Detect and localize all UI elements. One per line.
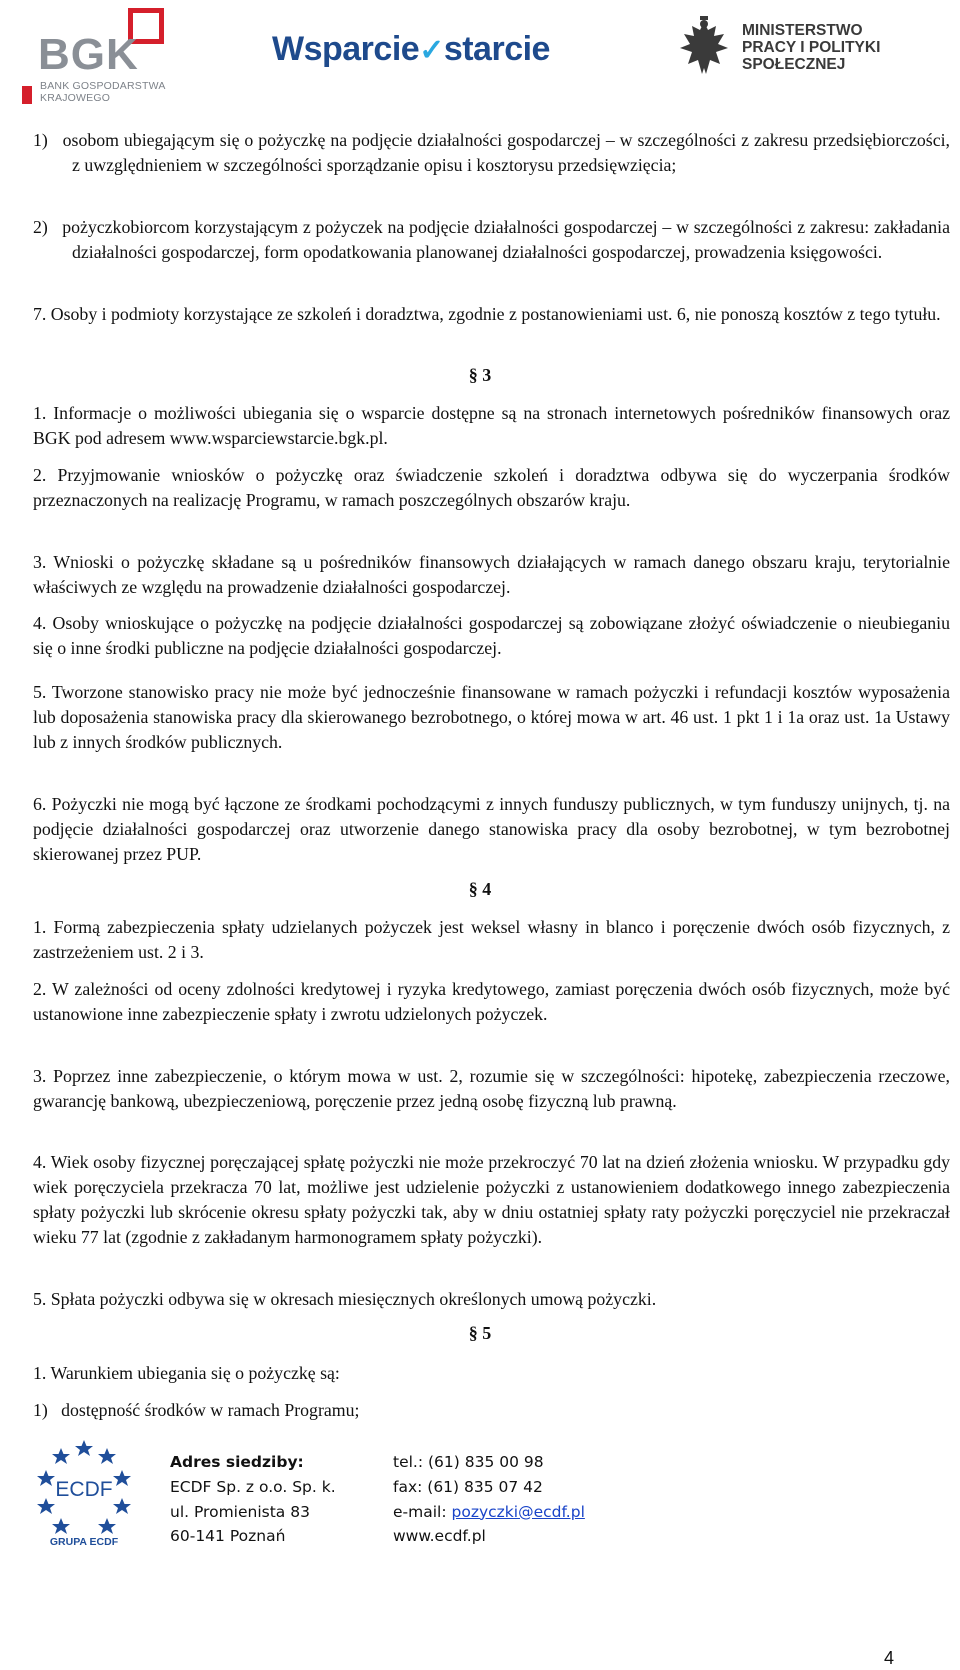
contact-website[interactable]: www.ecdf.pl [393, 1527, 486, 1546]
contact-email-row [393, 1500, 585, 1525]
ecdf-logo-text: ECDF [55, 1478, 113, 1501]
bgk-logo-subtitle [40, 80, 166, 104]
wsparcie-w-starcie-logo [272, 30, 550, 69]
bgk-logo-letters: BGK [38, 30, 139, 79]
paragraph-s3-4: 4. Osoby wnioskujące o pożyczkę na podjęcie działalności gospodarczej są zobowiązane złożyć oświadczenie o nieubieganiu się o inne środki publiczne na podjęcie działalności gospodarczej. [33, 613, 950, 658]
paragraph-s5-1-item-1: 1) dostępność środków w ramach Programu; [33, 1400, 360, 1420]
eagle-emblem-icon [676, 16, 732, 80]
paragraph-s4-3: 3. Poprzez inne zabezpieczenie, o którym mowa w ust. 2, rozumie się w szczególności: hipotekę, zabezpieczenia rzeczowe, gwarancję bankową, ubezpieczeniową, poręczenie przez jedną osobę fizyczną lub prawną. [33, 1066, 950, 1111]
paragraph-s3-1: 1. Informacje o możliwości ubiegania się o wsparcie dostępne są na stronach internetowych pośredników finansowych oraz BGK pod adresem www.wsparciewstarcie.bgk.pl. [33, 403, 950, 448]
paragraph-s5-1: 1. Warunkiem ubiegania się o pożyczkę są: [33, 1363, 340, 1383]
bgk-bar-icon [22, 86, 32, 104]
ws-logo-right: starcie [443, 30, 550, 68]
address-company: ECDF Sp. z o.o. Sp. k. [170, 1477, 336, 1496]
contact-fax: fax: (61) 835 07 42 [393, 1477, 543, 1496]
ministry-line-3: SPOŁECZNEJ [742, 56, 846, 73]
ecdf-group-label: GRUPA ECDF [49, 1536, 119, 1548]
address-street: ul. Promienista 83 [170, 1502, 310, 1521]
paragraph-s4-5: 5. Spłata pożyczki odbywa się w okresach miesięcznych określonych umową pożyczki. [33, 1289, 657, 1309]
ministry-line-1: MINISTERSTWO [742, 22, 863, 39]
page-footer [0, 1430, 960, 1670]
email-link[interactable]: pozyczki@ecdf.pl [451, 1502, 585, 1521]
paragraph-s4-2: 2. W zależności od oceny zdolności kredytowej i ryzyka kredytowego, zamiast poręczenia dwóch osób fizycznych, może być ustanowione inne zabezpieczenie spłaty i zwrotu udzielonych pożyczek. [33, 979, 950, 1024]
paragraph-s4-4: 4. Wiek osoby fizycznej poręczającej spłatę pożyczki nie może przekroczyć 70 lat na dzień złożenia wniosku. W przypadku gdy wiek poręczyciela przekracza 70 lat, możliwe jest udzielenie pożyczki z ustanowieniem dodatkowego innego zabezpieczenia spłaty pożyczki lub skrócenie okresu spłaty pożyczki tak, aby w dniu ostatniej spłaty raty pożyczki poręczyciel nie przekraczał wieku 77 lat (zgodnie z zakładanym harmonogramem spłaty pożyczki). [33, 1152, 950, 1247]
paragraph-item-2: 2) pożyczkobiorcom korzystającym z pożyczek na podjęcie działalności gospodarczej – w szczególności z zakresu: zakładania działalności gospodarczej, form opodatkowania planowanej działalności gospodarczej, prowadzenia księgowości. [33, 217, 950, 262]
bgk-sub-line-2: KRAJOWEGO [40, 92, 111, 104]
address-block [170, 1450, 336, 1549]
paragraph-s3-5: 5. Tworzone stanowisko pracy nie może być jednocześnie finansowane w ramach pożyczki i refundacji kosztów wyposażenia lub doposażenia stanowiska pracy dla skierowanego bezrobotnego, o której mowa w art. 46 ust. 1 pkt 1 i 1a oraz ust. 1a Ustawy lub z innych środków publicznych. [33, 682, 950, 752]
ministry-line-2: PRACY I POLITYKI [742, 39, 881, 56]
paragraph-s4-1: 1. Formą zabezpieczenia spłaty udzielanych pożyczek jest weksel własny in blanco i poręczenie dwóch osób fizycznych, z zastrzeżeniem ust. 2 i 3. [33, 917, 950, 962]
bgk-logo [10, 4, 170, 112]
email-label: e-mail: [393, 1502, 452, 1521]
contact-block [393, 1450, 585, 1549]
paragraph-7: 7. Osoby i podmioty korzystające ze szkoleń i doradztwa, zgodnie z postanowieniami ust. 6, nie ponoszą kosztów z tego tytułu. [33, 304, 941, 324]
paragraph-item-1: 1) osobom ubiegającym się o pożyczkę na podjęcie działalności gospodarczej – w szczególności z zakresu przedsiębiorczości, z uwzględnieniem w szczególności sporządzanie opisu i kosztorysu przedsięwzięcia; [33, 130, 950, 175]
address-title: Adres siedziby: [170, 1453, 304, 1471]
ecdf-logo [34, 1436, 134, 1548]
check-arrow-icon: ✓ [419, 34, 444, 67]
paragraph-s3-3: 3. Wnioski o pożyczkę składane są u pośredników finansowych działających w ramach danego obszaru kraju, terytorialnie właściwych ze względu na prowadzenie działalności gospodarczej. [33, 552, 950, 597]
ws-logo-left: Wsparcie [272, 30, 420, 68]
ministry-name [742, 22, 880, 73]
address-city: 60-141 Poznań [170, 1527, 286, 1546]
section-3-heading: § 3 [468, 365, 492, 385]
page-header [0, 0, 960, 120]
section-4-heading: § 4 [468, 879, 492, 899]
paragraph-s3-2: 2. Przyjmowanie wniosków o pożyczkę oraz świadczenie szkoleń i doradztwa odbywa się do wyczerpania środków przeznaczonych na realizację Programu, w ramach poszczególnych obszarów kraju. [33, 465, 950, 510]
contact-phone: tel.: (61) 835 00 98 [393, 1453, 544, 1471]
page-number: 4 [884, 1648, 895, 1668]
section-5-heading: § 5 [468, 1323, 492, 1343]
bgk-sub-line-1: BANK GOSPODARSTWA [40, 80, 166, 92]
paragraph-s3-6: 6. Pożyczki nie mogą być łączone ze środkami pochodzącymi z innych funduszy publicznych, w tym funduszy unijnych, tj. na podjęcie działalności gospodarczej oraz utworzenie danego stanowiska pracy dla osoby bezrobotnej, w tym bezrobotnej skierowanej przez PUP. [33, 794, 950, 864]
ministry-logo [676, 16, 956, 86]
